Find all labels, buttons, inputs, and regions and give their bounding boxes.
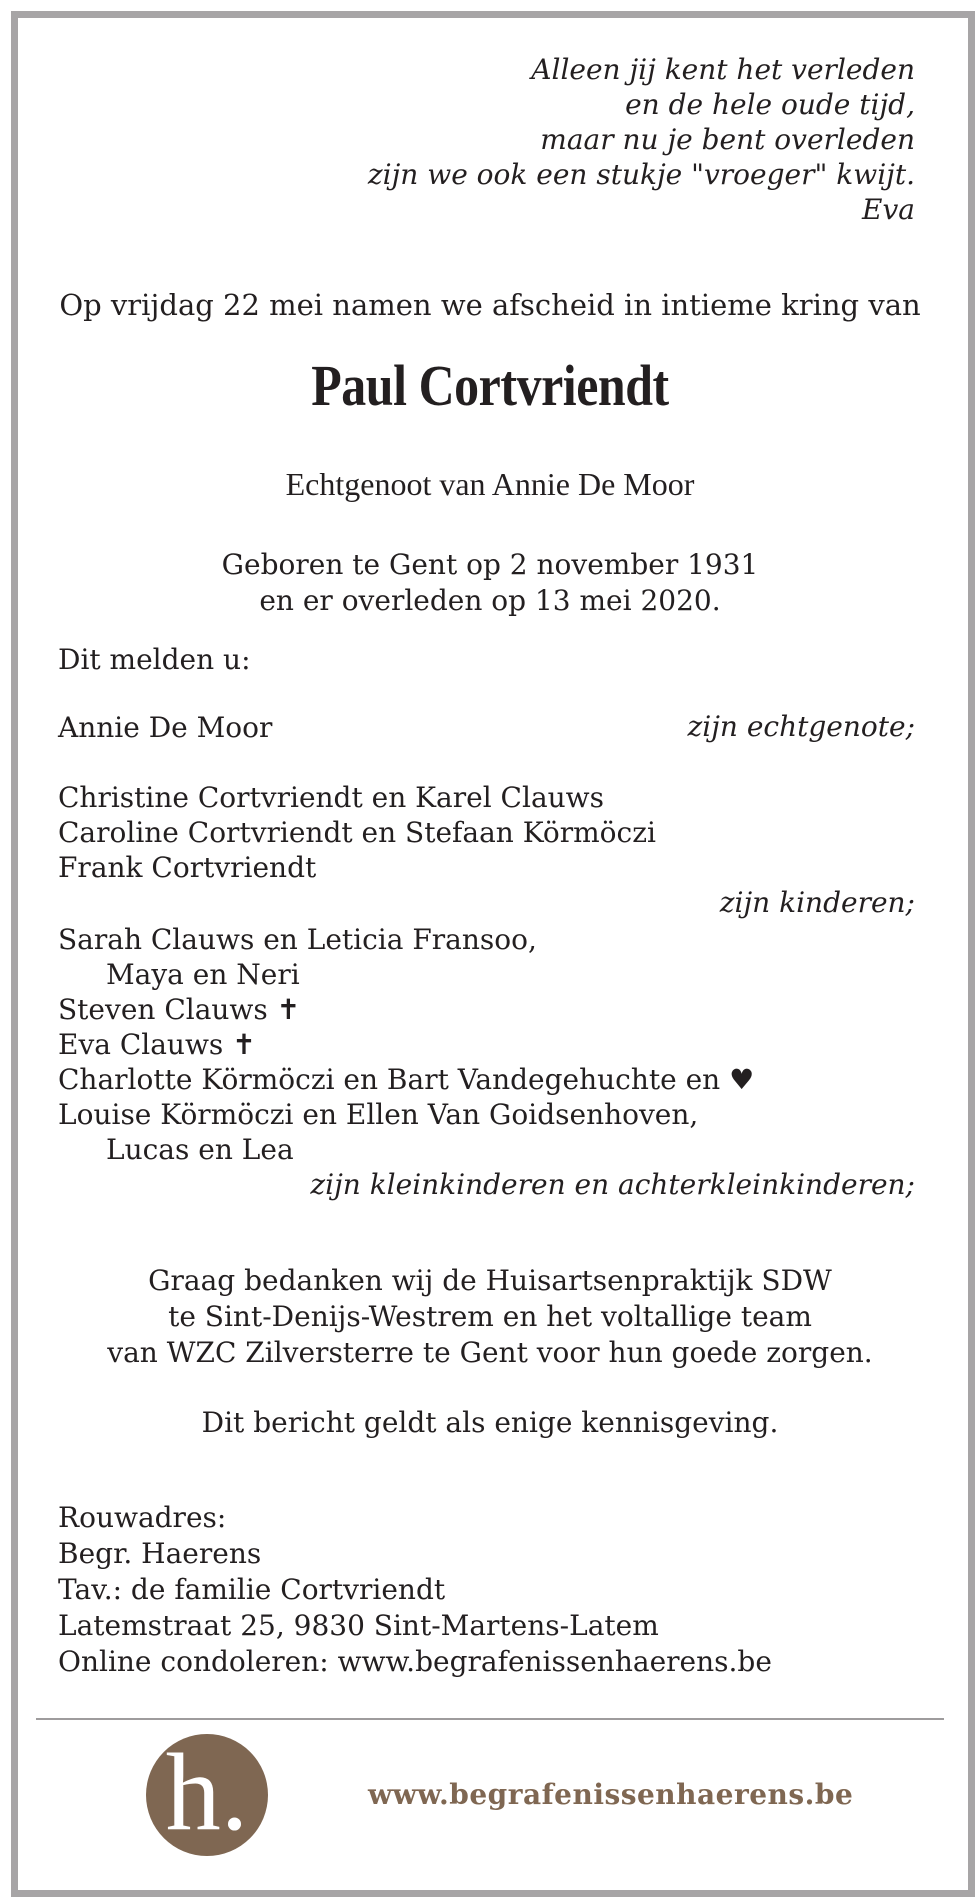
spouse-name: Annie De Moor	[58, 711, 273, 744]
notice-text: Dit bericht geldt als enige kennisgeving.	[201, 1406, 779, 1439]
poem-line: maar nu je bent overleden	[540, 123, 915, 156]
child-name: Frank Cortvriendt	[58, 851, 317, 884]
footer-divider	[36, 1718, 944, 1720]
address-block	[58, 1500, 772, 1680]
haerens-logo	[146, 1731, 268, 1856]
children-list	[58, 780, 656, 885]
grandchild-line: Charlotte Körmöczi en Bart Vandegehuchte en ♥	[58, 1063, 755, 1096]
poem-line: Alleen jij kent het verleden	[531, 53, 915, 86]
died-line: en er overleden op 13 mei 2020.	[259, 584, 721, 617]
poem-author: Eva	[862, 193, 915, 226]
deceased-name: Paul Cortvriendt	[311, 353, 669, 418]
grandchild-line: Maya en Neri	[106, 958, 300, 991]
born-line: Geboren te Gent op 2 november 1931	[221, 548, 759, 581]
grandchild-line: Sarah Clauws en Leticia Fransoo,	[58, 923, 537, 956]
birth-death-info	[0, 547, 980, 619]
thanks-text	[0, 1263, 980, 1371]
grandchildren-relation: zijn kleinkinderen en achterkleinkinderen;	[310, 1168, 915, 1201]
announce-text: Dit melden u:	[58, 643, 251, 676]
address-line: Rouwadres:	[58, 1501, 227, 1534]
child-name: Christine Cortvriendt en Karel Clauws	[58, 781, 604, 814]
child-name: Caroline Cortvriendt en Stefaan Körmöczi	[58, 816, 656, 849]
children-relation: zijn kinderen;	[719, 886, 915, 919]
intro-text: Op vrijdag 22 mei namen we afscheid in intieme kring van	[59, 288, 921, 322]
website-link[interactable]: www.begrafenissenhaerens.be	[368, 1778, 854, 1811]
address-line: Begr. Haerens	[58, 1537, 262, 1570]
spouse-line: Echtgenoot van Annie De Moor	[285, 466, 695, 502]
address-line: Latemstraat 25, 9830 Sint-Martens-Latem	[58, 1609, 659, 1642]
thanks-line: van WZC Zilversterre te Gent voor hun goede zorgen.	[107, 1336, 873, 1369]
grandchild-line: Louise Körmöczi en Ellen Van Goidsenhoven,	[58, 1098, 699, 1131]
poem	[368, 52, 915, 227]
spouse-relation: zijn echtgenote;	[687, 710, 915, 743]
grandchild-line: Eva Clauws ✝	[58, 1028, 256, 1061]
logo-letter: h.	[165, 1731, 249, 1853]
thanks-line: te Sint-Denijs-Westrem en het voltallige team	[168, 1300, 812, 1333]
address-line: Online condoleren: www.begrafenissenhaerens.be	[58, 1645, 772, 1678]
grandchild-line: Steven Clauws ✝	[58, 993, 301, 1026]
grandchild-line: Lucas en Lea	[106, 1133, 294, 1166]
thanks-line: Graag bedanken wij de Huisartsenpraktijk SDW	[148, 1264, 832, 1297]
grandchildren-list	[58, 922, 754, 1167]
poem-line: en de hele oude tijd,	[625, 88, 915, 121]
poem-line: zijn we ook een stukje "vroeger" kwijt.	[367, 158, 915, 191]
address-line: Tav.: de familie Cortvriendt	[58, 1573, 446, 1606]
